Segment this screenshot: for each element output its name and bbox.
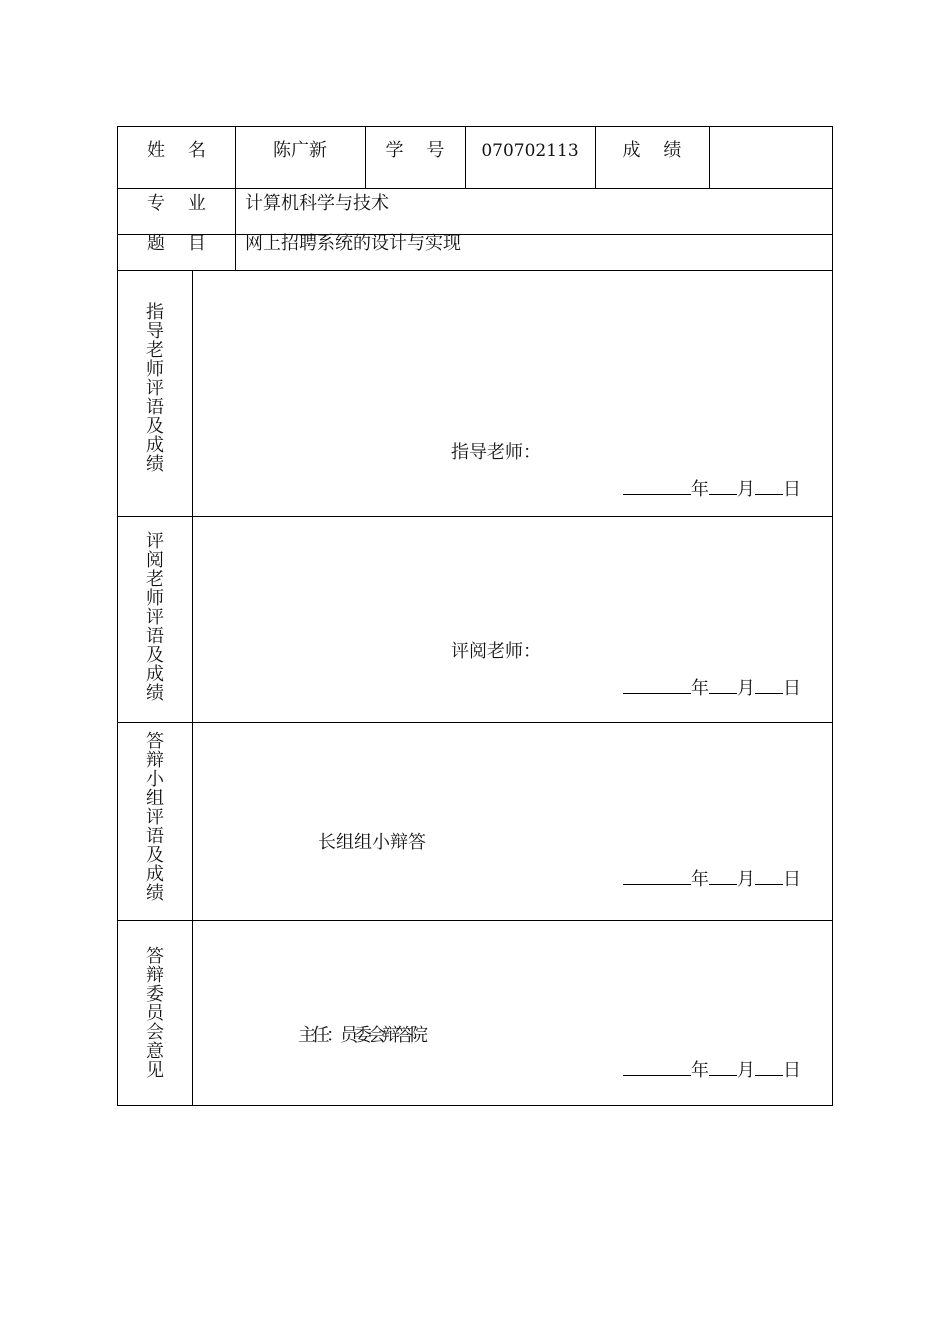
day-label: 日 <box>783 678 801 699</box>
row-divider <box>118 270 832 271</box>
column-divider <box>709 127 710 188</box>
advisor-section-label: 指导老师评语及成绩 <box>146 302 164 475</box>
topic-value: 网上招聘系统的设计与实现 <box>245 233 461 254</box>
advisor-date-line <box>623 478 801 500</box>
day-blank <box>755 1059 783 1076</box>
defense-panel-section-label: 答辩小组评语及成绩 <box>146 731 164 904</box>
year-label: 年 <box>691 479 709 500</box>
day-blank <box>755 478 783 495</box>
month-blank <box>709 1059 737 1076</box>
reviewer-signature-label: 评阅老师： <box>451 641 541 662</box>
year-label: 年 <box>691 678 709 699</box>
row-divider <box>118 920 832 921</box>
year-blank <box>623 868 691 885</box>
row-divider <box>118 516 832 517</box>
column-divider <box>192 270 193 1106</box>
month-label: 月 <box>737 678 755 699</box>
day-blank <box>755 868 783 885</box>
committee-section-label: 答辩委员会意见 <box>146 946 164 1081</box>
year-blank <box>623 478 691 495</box>
reviewer-section-label: 评阅老师评语及成绩 <box>146 531 164 704</box>
evaluation-form <box>117 126 833 1106</box>
month-blank <box>709 478 737 495</box>
day-label: 日 <box>783 1060 801 1081</box>
month-label: 月 <box>737 1060 755 1081</box>
name-label: 姓 名 <box>147 140 206 161</box>
day-blank <box>755 677 783 694</box>
defense-panel-signature-label: 长组组小辩答 <box>318 832 426 853</box>
committee-date-line <box>623 1059 801 1081</box>
year-blank <box>623 677 691 694</box>
defense-panel-date-line <box>623 868 801 890</box>
score-label: 成 绩 <box>622 140 682 161</box>
name-value: 陈广新 <box>273 140 327 161</box>
year-label: 年 <box>691 869 709 890</box>
month-blank <box>709 677 737 694</box>
month-label: 月 <box>737 869 755 890</box>
year-blank <box>623 1059 691 1076</box>
advisor-signature-label: 指导老师： <box>451 442 541 463</box>
reviewer-date-line <box>623 677 801 699</box>
month-blank <box>709 868 737 885</box>
year-label: 年 <box>691 1060 709 1081</box>
day-label: 日 <box>783 869 801 890</box>
row-divider <box>118 188 832 189</box>
day-label: 日 <box>783 479 801 500</box>
student-id-label: 学 号 <box>385 140 445 161</box>
major-label: 专 业 <box>147 193 206 214</box>
major-value: 计算机科学与技术 <box>245 193 389 214</box>
column-divider <box>235 188 236 270</box>
topic-label: 题 目 <box>147 233 206 254</box>
row-divider <box>118 722 832 723</box>
committee-signature-label: 主任：员委会辩答院 <box>298 1025 424 1046</box>
student-id-value: 070702113 <box>481 141 579 161</box>
month-label: 月 <box>737 479 755 500</box>
